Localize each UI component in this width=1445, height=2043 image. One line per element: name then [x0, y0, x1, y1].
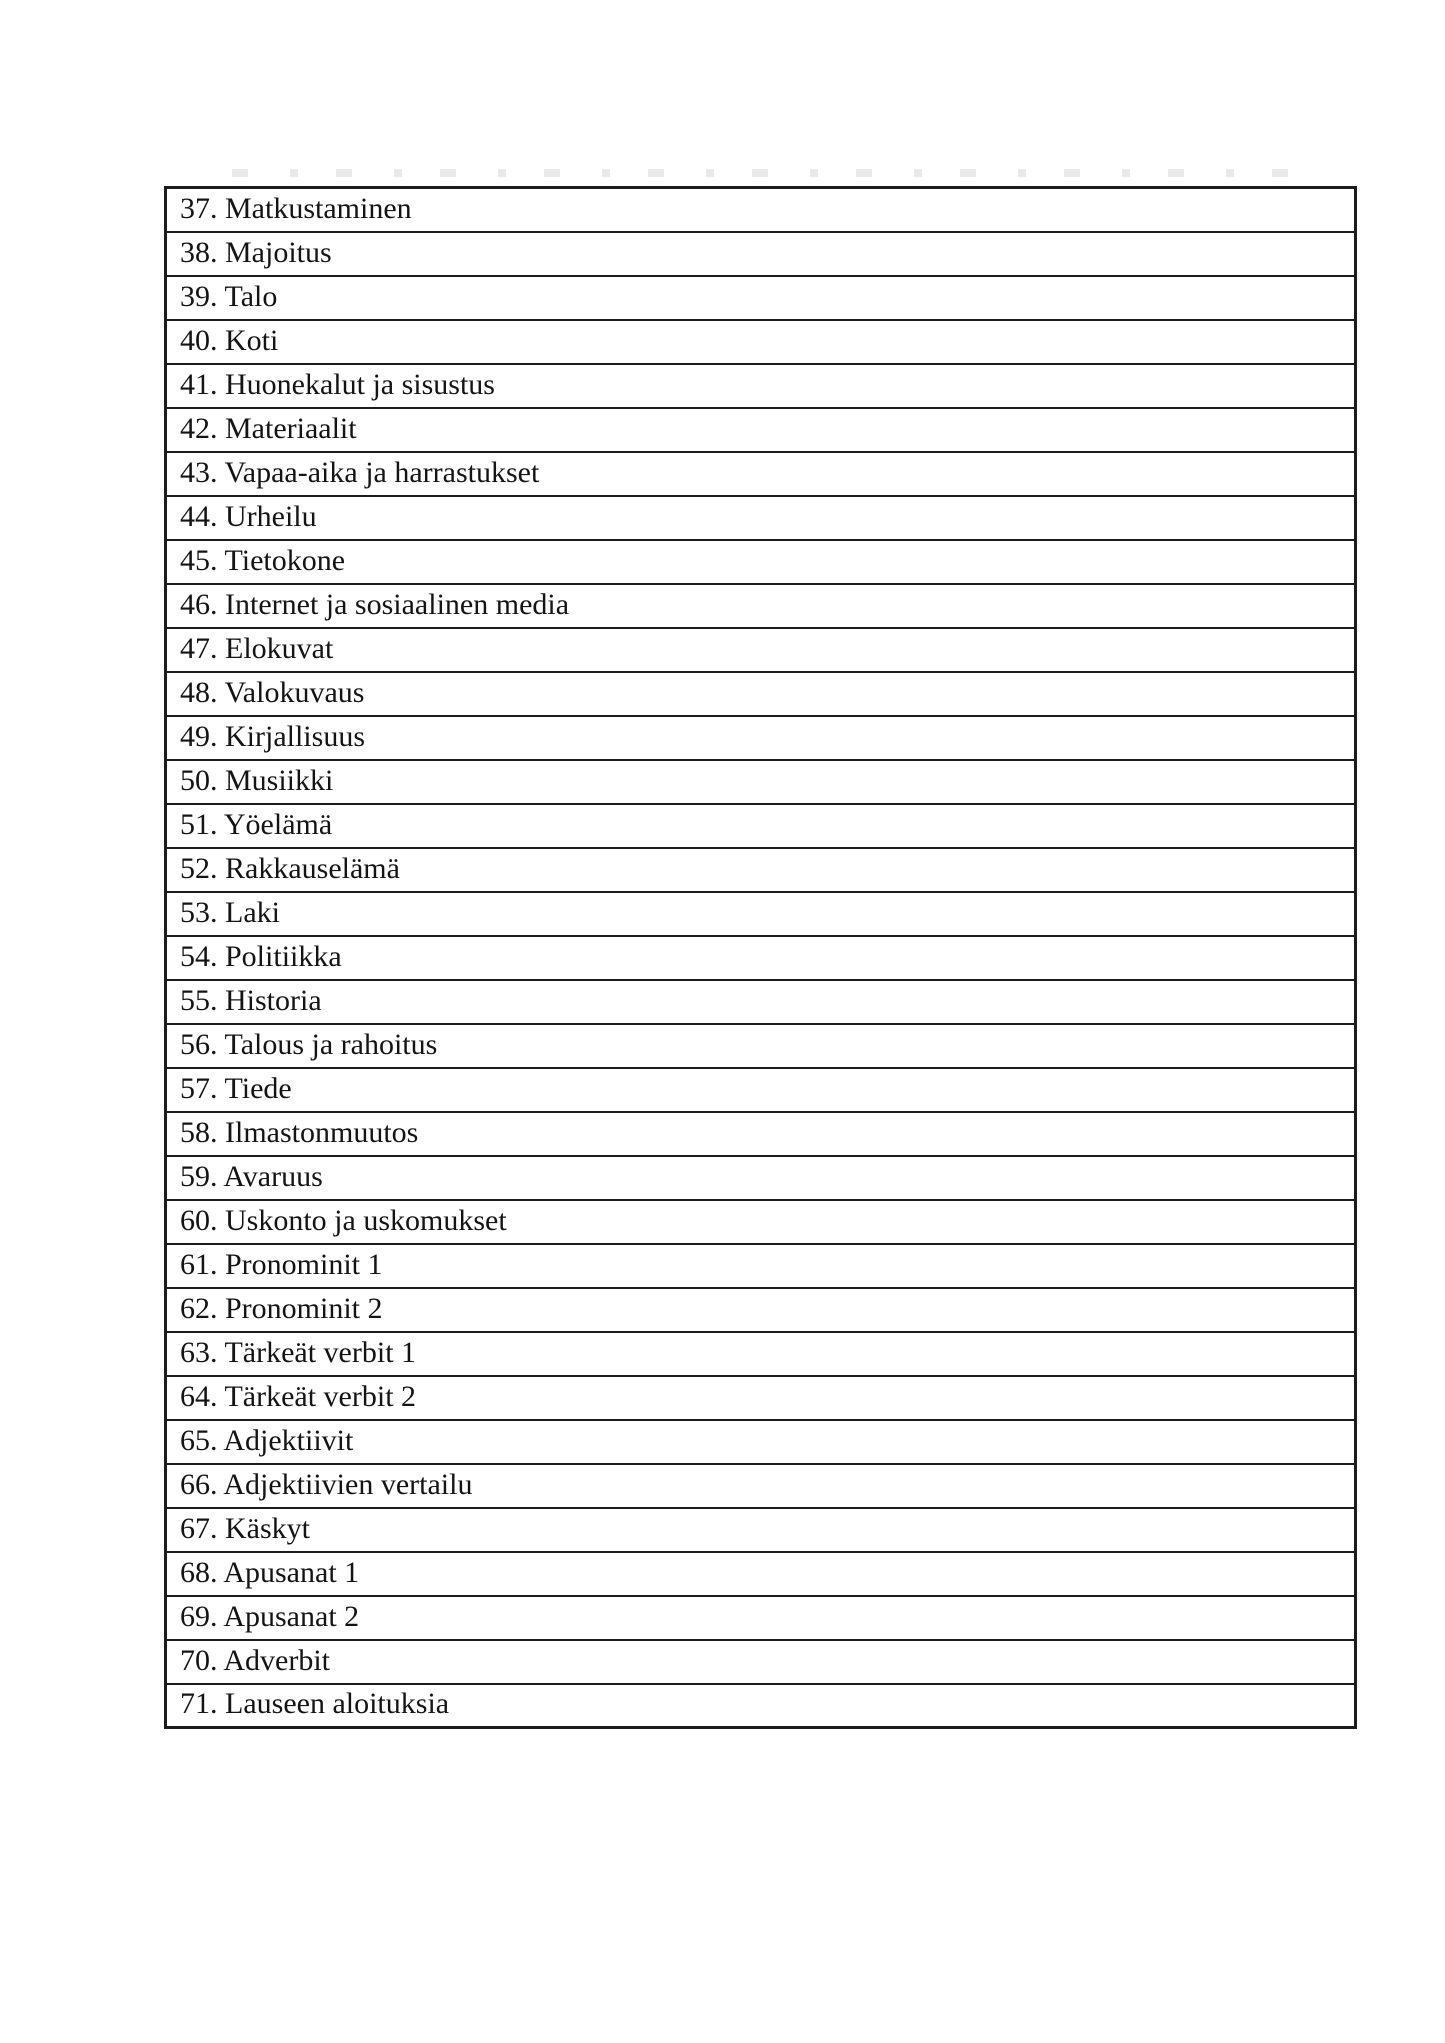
table-row	[166, 1508, 1356, 1552]
chapter-entry: 60. Uskonto ja uskomukset	[166, 1200, 1356, 1244]
chapter-entry: 49. Kirjallisuus	[166, 716, 1356, 760]
table-row	[166, 804, 1356, 848]
chapter-entry: 37. Matkustaminen	[166, 188, 1356, 232]
table-row	[166, 1552, 1356, 1596]
chapter-entry: 59. Avaruus	[166, 1156, 1356, 1200]
table-row	[166, 584, 1356, 628]
table-row	[166, 496, 1356, 540]
table-row	[166, 1684, 1356, 1728]
table-row	[166, 452, 1356, 496]
table-row	[166, 980, 1356, 1024]
chapter-entry: 63. Tärkeät verbit 1	[166, 1332, 1356, 1376]
contents-table	[164, 186, 1357, 1729]
table-row	[166, 1288, 1356, 1332]
chapter-entry: 55. Historia	[166, 980, 1356, 1024]
table-row	[166, 760, 1356, 804]
chapter-entry: 48. Valokuvaus	[166, 672, 1356, 716]
table-row	[166, 540, 1356, 584]
table-row	[166, 1464, 1356, 1508]
chapter-entry: 57. Tiede	[166, 1068, 1356, 1112]
chapter-entry: 43. Vapaa-aika ja harrastukset	[166, 452, 1356, 496]
chapter-entry: 46. Internet ja sosiaalinen media	[166, 584, 1356, 628]
chapter-entry: 58. Ilmastonmuutos	[166, 1112, 1356, 1156]
chapter-entry: 53. Laki	[166, 892, 1356, 936]
table-row	[166, 1596, 1356, 1640]
chapter-entry: 66. Adjektiivien vertailu	[166, 1464, 1356, 1508]
table-row	[166, 1420, 1356, 1464]
chapter-entry: 40. Koti	[166, 320, 1356, 364]
chapter-entry: 51. Yöelämä	[166, 804, 1356, 848]
table-row	[166, 1200, 1356, 1244]
chapter-entry: 47. Elokuvat	[166, 628, 1356, 672]
table-row	[166, 364, 1356, 408]
table-row	[166, 1068, 1356, 1112]
chapter-entry: 64. Tärkeät verbit 2	[166, 1376, 1356, 1420]
chapter-entry: 42. Materiaalit	[166, 408, 1356, 452]
table-row	[166, 1640, 1356, 1684]
chapter-entry: 41. Huonekalut ja sisustus	[166, 364, 1356, 408]
chapter-entry: 56. Talous ja rahoitus	[166, 1024, 1356, 1068]
table-row	[166, 1112, 1356, 1156]
table-row	[166, 1376, 1356, 1420]
table-row	[166, 320, 1356, 364]
chapter-entry: 45. Tietokone	[166, 540, 1356, 584]
table-row	[166, 848, 1356, 892]
table-row	[166, 672, 1356, 716]
chapter-entry: 39. Talo	[166, 276, 1356, 320]
chapter-entry: 54. Politiikka	[166, 936, 1356, 980]
table-row	[166, 408, 1356, 452]
chapter-entry: 70. Adverbit	[166, 1640, 1356, 1684]
chapter-entry: 50. Musiikki	[166, 760, 1356, 804]
table-row	[166, 1024, 1356, 1068]
table-row	[166, 188, 1356, 232]
table-row	[166, 1332, 1356, 1376]
table-row	[166, 1156, 1356, 1200]
table-row	[166, 1244, 1356, 1288]
chapter-entry: 67. Käskyt	[166, 1508, 1356, 1552]
chapter-entry: 65. Adjektiivit	[166, 1420, 1356, 1464]
chapter-entry: 69. Apusanat 2	[166, 1596, 1356, 1640]
chapter-entry: 68. Apusanat 1	[166, 1552, 1356, 1596]
table-row	[166, 716, 1356, 760]
chapter-entry: 38. Majoitus	[166, 232, 1356, 276]
table-row	[166, 628, 1356, 672]
table-row	[166, 232, 1356, 276]
chapter-entry: 44. Urheilu	[166, 496, 1356, 540]
chapter-entry: 71. Lauseen aloituksia	[166, 1684, 1356, 1728]
chapter-entry: 61. Pronominit 1	[166, 1244, 1356, 1288]
table-row	[166, 892, 1356, 936]
cropped-row-artifact	[232, 169, 1322, 177]
contents-table-body	[166, 188, 1356, 1728]
table-row	[166, 276, 1356, 320]
chapter-entry: 62. Pronominit 2	[166, 1288, 1356, 1332]
chapter-entry: 52. Rakkauselämä	[166, 848, 1356, 892]
table-row	[166, 936, 1356, 980]
